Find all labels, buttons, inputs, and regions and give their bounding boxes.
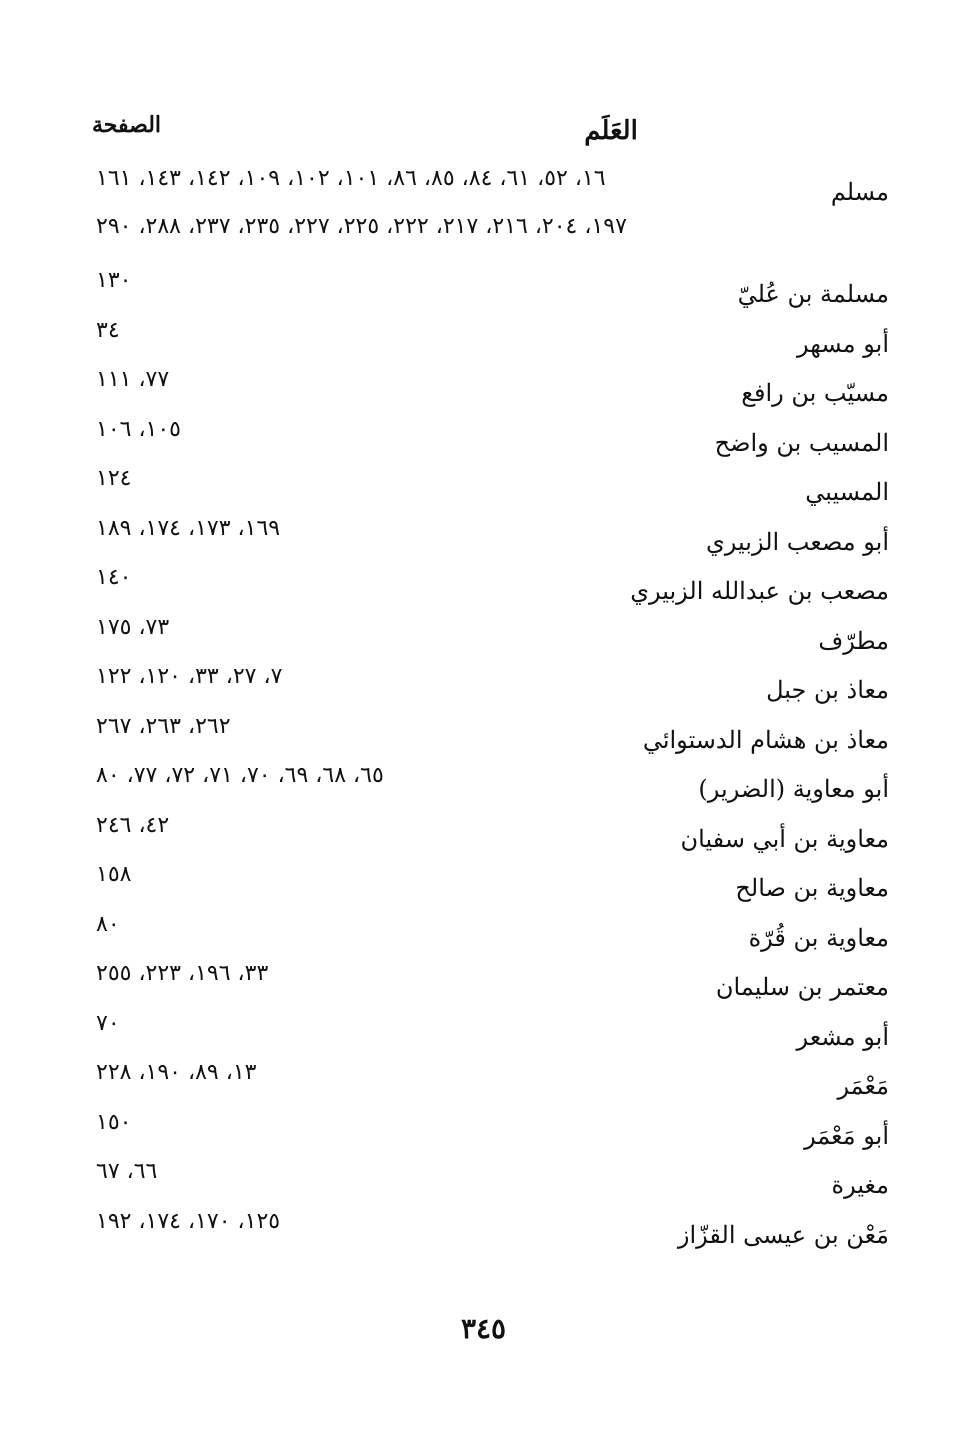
entry-pages-continued: ١٩٧، ٢٠٤، ٢١٦، ٢١٧، ٢٢٢، ٢٢٥، ٢٢٧، ٢٣٥، ٢٣٧، ٢٨٨، ٢٩٠ bbox=[96, 214, 627, 239]
entry-pages: ١٣، ٨٩، ١٩٠، ٢٢٨ bbox=[96, 1060, 257, 1085]
entry-pages: ١٥٨ bbox=[96, 862, 132, 887]
index-entries bbox=[0, 164, 967, 1256]
entry-pages: ٧، ٢٧، ٣٣، ١٢٠، ١٢٢ bbox=[96, 664, 283, 689]
index-entry bbox=[0, 514, 967, 564]
entry-pages: ١٦٩، ١٧٣، ١٧٤، ١٨٩ bbox=[96, 515, 281, 541]
entry-name: مسيّب بن رافع bbox=[741, 379, 889, 407]
entry-pages: ١٦، ٥٢، ٦١، ٨٤، ٨٥، ٨٦، ١٠١، ١٠٢، ١٠٩، ١٤٢، ١٤٣، ١٦١ bbox=[96, 166, 606, 191]
entry-name: مسلمة بن عُليّ bbox=[737, 280, 889, 308]
entry-name: مطرّف bbox=[818, 626, 889, 655]
index-entry bbox=[0, 316, 967, 366]
name-column-header: العَلَم bbox=[584, 116, 638, 146]
entry-pages: ٢٦٢، ٢٦٣، ٢٦٧ bbox=[96, 713, 231, 739]
page-column-header: الصفحة bbox=[92, 112, 162, 138]
index-entry bbox=[0, 164, 967, 266]
entry-name: أبو مصعب الزبيري bbox=[706, 527, 889, 556]
entry-name: مَعْمَر bbox=[837, 1072, 889, 1100]
entry-name: أبو مشعر bbox=[796, 1022, 889, 1051]
entry-pages: ٧٠ bbox=[96, 1010, 120, 1036]
entry-name: معاذ بن هشام الدستوائي bbox=[642, 725, 889, 754]
entry-pages: ٨٠ bbox=[96, 911, 120, 937]
index-entry bbox=[0, 563, 967, 613]
entry-pages: ٧٧، ١١١ bbox=[96, 367, 170, 392]
entry-pages: ٤٢، ٢٤٦ bbox=[96, 812, 170, 838]
entry-pages: ١٥٠ bbox=[96, 1109, 132, 1135]
index-entry bbox=[0, 910, 967, 960]
entry-name: مغيرة bbox=[831, 1171, 889, 1199]
entry-name: المسيب بن واضح bbox=[714, 428, 889, 457]
index-entry bbox=[0, 464, 967, 514]
entry-pages: ١٤٠ bbox=[96, 565, 132, 590]
index-entry bbox=[0, 415, 967, 465]
entry-name: أبو مَعْمَر bbox=[804, 1121, 889, 1150]
index-entry bbox=[0, 266, 967, 316]
entry-name: معاوية بن أبي سفيان bbox=[680, 824, 889, 853]
index-entry bbox=[0, 1108, 967, 1158]
index-entry bbox=[0, 1207, 967, 1257]
entry-name: مسلم bbox=[830, 178, 889, 206]
index-entry bbox=[0, 1058, 967, 1108]
entry-pages: ١٢٥، ١٧٠، ١٧٤، ١٩٢ bbox=[96, 1208, 281, 1234]
index-entry bbox=[0, 613, 967, 663]
entry-name: أبو مسهر bbox=[797, 329, 889, 358]
entry-name: أبو معاوية (الضرير) bbox=[698, 775, 889, 803]
index-entry bbox=[0, 1157, 967, 1207]
entry-name: مَعْن بن عيسى القزّاز bbox=[677, 1220, 889, 1249]
entry-pages: ٦٥، ٦٨، ٦٩، ٧٠، ٧١، ٧٢، ٧٧، ٨٠ bbox=[96, 763, 384, 788]
entry-name: معاوية بن قُرّة bbox=[748, 923, 889, 952]
index-entry bbox=[0, 712, 967, 762]
page-number: ٣٤٥ bbox=[460, 1312, 507, 1345]
entry-name: مصعب بن عبدالله الزبيري bbox=[630, 577, 889, 605]
index-entry bbox=[0, 365, 967, 415]
entry-name: المسيبي bbox=[805, 478, 889, 506]
index-entry bbox=[0, 860, 967, 910]
entry-pages: ٣٤ bbox=[96, 317, 120, 343]
entry-pages: ٣٣، ١٩٦، ٢٢٣، ٢٥٥ bbox=[96, 961, 269, 986]
entry-pages: ٧٣، ١٧٥ bbox=[96, 614, 170, 640]
entry-pages: ١٠٥، ١٠٦ bbox=[96, 416, 181, 442]
entry-pages: ١٣٠ bbox=[96, 268, 132, 293]
entry-name: معتمر بن سليمان bbox=[715, 973, 889, 1001]
index-entry bbox=[0, 811, 967, 861]
entry-pages: ١٢٤ bbox=[96, 466, 132, 491]
index-entry bbox=[0, 1009, 967, 1059]
entry-name: معاوية بن صالح bbox=[735, 874, 889, 902]
entry-name: معاذ بن جبل bbox=[766, 676, 889, 704]
index-entry bbox=[0, 662, 967, 712]
index-entry bbox=[0, 959, 967, 1009]
entry-pages: ٦٦، ٦٧ bbox=[96, 1159, 158, 1184]
index-entry bbox=[0, 761, 967, 811]
